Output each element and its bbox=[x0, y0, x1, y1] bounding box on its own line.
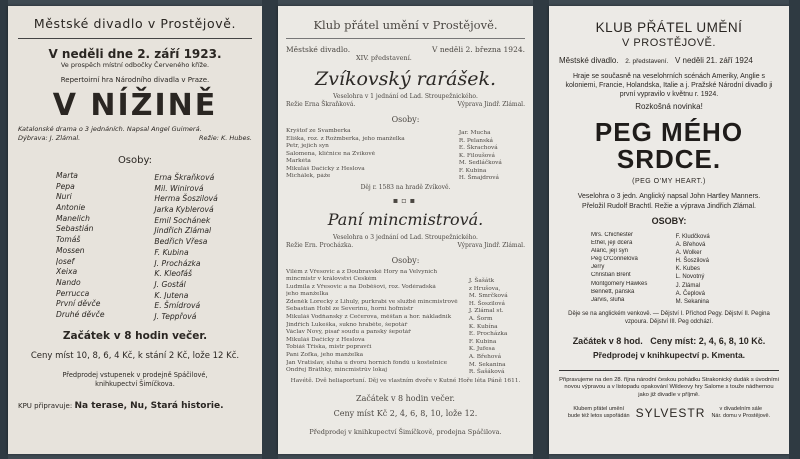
venue: Městské divadlo. bbox=[559, 56, 619, 65]
cast-row bbox=[591, 297, 779, 305]
cast-role: Tomáš bbox=[56, 235, 81, 245]
poster-peg-meho-srdce bbox=[549, 6, 789, 454]
cast-role: Jarvis, sluha bbox=[591, 296, 625, 303]
director-2: Režie Ern. Procházka. bbox=[286, 241, 354, 249]
cast-row bbox=[56, 267, 252, 278]
cast-role: Mikuláš Dačický z Heslova bbox=[286, 336, 365, 343]
cast-row bbox=[286, 367, 525, 375]
right-edge bbox=[789, 0, 800, 459]
benefit-note: Ve prospěch místní odbočky Červeného kříže. bbox=[60, 61, 210, 69]
director-1: Režie Erna Škraňková. bbox=[286, 101, 356, 108]
cast-row bbox=[56, 214, 252, 225]
cast-role: Ondřej Bráthký, mincmistrův lokaj bbox=[286, 367, 388, 374]
performance-date: V neděli 2. března 1924. bbox=[432, 45, 525, 54]
setting-note-2: Havétě. Dvě heliaportuní. Děj ve vlastním dvoře v Kutné Hoře léta Páně 1611. bbox=[290, 377, 521, 384]
repertoire-note: Repertoirní hra Národního divadla v Praze. bbox=[60, 76, 210, 84]
cast-row bbox=[56, 257, 252, 268]
play-title: V NÍŽINĚ bbox=[52, 88, 218, 123]
cast-heading: OSOBY: bbox=[651, 216, 687, 226]
cast-role: Paní Žofka, jeho manželka bbox=[286, 352, 364, 359]
left-edge bbox=[0, 0, 8, 459]
cast-actor: K. Filoušová bbox=[458, 152, 496, 158]
cast-row bbox=[286, 322, 525, 330]
cast-actor: Erna Škraňková bbox=[154, 173, 215, 182]
cast-role: Mikuláš Vodňanský z Čečerova, měšťan a hor. nákladník bbox=[286, 314, 452, 321]
author-1: Veselohra v 1 jednání od Lad. Stroupežnického. bbox=[333, 93, 478, 100]
cast-role: Alaric, její syn bbox=[591, 248, 629, 255]
cast-row bbox=[286, 306, 525, 314]
cast-actor: Jar. Mucha bbox=[458, 130, 491, 136]
ticket-prices: Ceny míst 10, 8, 6, 4 Kč, k stání 2 Kč, lože 12 Kč. bbox=[30, 350, 240, 361]
cast-actor: F. Kubina bbox=[458, 167, 487, 173]
cast-role: Ludmila z Vřesovic a na Doběšovi, roz. Vodéradská bbox=[286, 283, 436, 290]
performance-date: V neděli 21. září 1924 bbox=[674, 56, 753, 65]
cast-role: Salomena, klíčnice na Zvíkově bbox=[286, 150, 376, 157]
cast-row bbox=[56, 278, 252, 289]
cast-row bbox=[591, 232, 779, 240]
cast-actor: A. Čeplová bbox=[675, 290, 706, 297]
cast-role: Markéta bbox=[286, 158, 311, 164]
divider bbox=[18, 38, 252, 39]
cast-role: Ethel, její dcera bbox=[591, 240, 633, 247]
cast-row bbox=[56, 310, 252, 321]
sylvestr-ad bbox=[559, 406, 779, 420]
original-title: (PEG O'MY HEART.) bbox=[632, 178, 706, 185]
poster-header: Klub přátel umění v Prostějově. bbox=[313, 18, 498, 32]
novelty-note: Rozkošná novinka! bbox=[635, 102, 703, 111]
cast-row bbox=[286, 173, 525, 181]
presale-line-1: Předprodej vstupenek v prodejně Spáčilové, bbox=[62, 370, 208, 379]
poster-zvikovsky-rarasek bbox=[278, 6, 533, 454]
cast-row bbox=[286, 299, 525, 307]
design-2: Výprava Jindř. Zlámal. bbox=[457, 241, 525, 249]
cast-role: Kryštof ze Švamberka bbox=[286, 128, 351, 134]
cast-role: Sebastián bbox=[56, 224, 94, 234]
play-title-1: Zvíkovský rarášek. bbox=[314, 68, 497, 90]
cast-row bbox=[286, 158, 525, 166]
cast-role: Zdeněk Lorecký z Lihuly, purkrabí ve službě mincmistrově bbox=[286, 298, 458, 305]
cast-actor: Mil. Winirová bbox=[154, 183, 204, 193]
cast-row bbox=[56, 224, 252, 235]
credits-2 bbox=[286, 242, 525, 250]
performance-number: 2. představení. bbox=[625, 58, 669, 65]
cast-row bbox=[591, 264, 779, 272]
cast-role: Jindřich Lukeška, sukno hraběte, šepotář bbox=[286, 321, 408, 328]
cast-heading: Osoby: bbox=[117, 155, 153, 166]
cast-actor: A. Wolker bbox=[675, 250, 702, 257]
cast-row bbox=[286, 360, 525, 368]
cast-role: Manelich bbox=[56, 213, 90, 223]
cast-role: Eliška, roz. z Rožmberka, jeho manželka bbox=[286, 135, 405, 142]
cast-role: Michálek, páže bbox=[286, 173, 331, 179]
cast-actor: Jarka Kyblerová bbox=[154, 205, 214, 214]
start-time: Začátek v 8 hod. bbox=[572, 335, 643, 346]
ad-title: SYLVESTR bbox=[635, 405, 706, 420]
cast-actor: J. Teppřová bbox=[154, 311, 197, 321]
cast-actor: F. Kludčková bbox=[675, 234, 710, 240]
cast-actor: M. Sedláčková bbox=[458, 160, 502, 166]
cast-row bbox=[286, 276, 525, 284]
cast-actor: F. Kubina bbox=[154, 247, 189, 257]
presale-info: Předprodej v knihkupectví p. Kmenta. bbox=[592, 349, 746, 360]
cast-role: Perrucca bbox=[56, 288, 90, 298]
upcoming-titles: Na terase, Nu, Stará historie. bbox=[74, 400, 224, 411]
cast-row bbox=[56, 289, 252, 300]
cast-role: Jan Vratislav, sluha u dvoru horních fondů u kostelnice bbox=[286, 359, 447, 366]
cast-row bbox=[286, 337, 525, 345]
start-time: Začátek v 8 hodin večer. bbox=[356, 393, 455, 403]
poster-v-nizine bbox=[8, 6, 262, 454]
cast-actor: A. Břehová bbox=[468, 354, 502, 360]
cast-row bbox=[286, 269, 525, 277]
setting-note: Děje se na anglickém venkově. — Dějství I. Příchod Pegy. Dějství II. Pegina vzpoura. Dějství III. Peg odchází. bbox=[568, 310, 770, 325]
section-separator: ▪▫▪ bbox=[392, 195, 419, 205]
performance-date: V neděli dne 2. září 1923. bbox=[48, 47, 222, 61]
cast-role: Tobiáš Třiska, mistr popravčí bbox=[286, 344, 372, 351]
cast-list bbox=[56, 171, 252, 321]
cast-row bbox=[286, 291, 525, 299]
cast-role: Druhé děvče bbox=[56, 309, 105, 319]
gap-2 bbox=[533, 0, 549, 459]
setting-note-1: Děj r. 1583 na hradě Zvíkově. bbox=[360, 183, 451, 191]
cast-row bbox=[56, 171, 252, 182]
upcoming-note: Připravujeme na den 28. října národní českou pohádku Strakonický dudák s úvodními novou výpravou a v listopadu opakování Wildeovy hry Salome s touže nádhernou jako již divadle v příjmě. bbox=[559, 376, 779, 399]
cast-actor: J. Gostál bbox=[154, 279, 186, 289]
poster-header: Městské divadlo v Prostějově. bbox=[33, 16, 237, 31]
cast-row bbox=[591, 256, 779, 264]
cast-row bbox=[286, 128, 525, 136]
cast-role: Josef bbox=[56, 256, 75, 266]
credits bbox=[559, 192, 779, 211]
cast-role: Vilém z Vřesovic a z Doubravské Hory na Velvyních bbox=[286, 268, 438, 275]
cast-role: Antonie bbox=[56, 203, 86, 213]
cast-role: Mossen bbox=[56, 245, 85, 255]
cast-row bbox=[56, 235, 252, 246]
cast-row bbox=[591, 272, 779, 280]
cast-role: Mrs. Chichester bbox=[591, 232, 634, 238]
cast-role: Nando bbox=[56, 277, 81, 287]
cast-row bbox=[286, 143, 525, 151]
cast-row bbox=[591, 281, 779, 289]
presale-info bbox=[18, 371, 252, 389]
cast-actor: K. Jutena bbox=[154, 290, 189, 300]
cast-actor: R. Pelanská bbox=[458, 137, 493, 143]
divider bbox=[286, 38, 525, 39]
director: Režie: K. Hubes. bbox=[199, 134, 252, 142]
ticket-prices: Ceny míst Kč 2, 4, 6, 8, 10, lože 12. bbox=[333, 408, 478, 418]
cast-row bbox=[286, 166, 525, 174]
cast-role: Peg O'Connelová bbox=[591, 256, 638, 263]
gap-1 bbox=[262, 0, 278, 459]
poster-header: KLUB PŘÁTEL UMĚNÍ bbox=[595, 20, 743, 35]
cast-row bbox=[591, 240, 779, 248]
cast-actor: E. Škrachová bbox=[458, 145, 498, 151]
cast-role: Václav Nový, písař soudu a panský šepotář bbox=[286, 329, 411, 336]
cast-row bbox=[56, 182, 252, 193]
cast-row bbox=[286, 314, 525, 322]
intro-text: Hraje se současně na veselohrních scénách Ameriky, Anglie s koloniemi, Francie, Holandska, Italie a j. Pražské Národní divadlo ji první vypravilo v květnu r. 1924. bbox=[565, 73, 773, 98]
cast-role: Bennett, panská bbox=[591, 288, 635, 295]
ad-right-line-2: Nár. domu v Prostějově. bbox=[711, 412, 771, 419]
credits-1 bbox=[286, 101, 525, 109]
play-title bbox=[559, 119, 779, 173]
meta-line bbox=[559, 56, 779, 65]
cast-actor: A. Břehová bbox=[675, 242, 706, 249]
start-time: Začátek v 8 hodin večer. bbox=[62, 329, 208, 342]
start-and-prices bbox=[559, 336, 779, 346]
ad-right bbox=[711, 406, 770, 420]
cast-actor: K. Kubína bbox=[468, 323, 498, 330]
cast-row bbox=[591, 289, 779, 297]
translator: Dýbrava: J. Zlámal. bbox=[18, 134, 81, 142]
cast-actor: M. Sekanina bbox=[675, 298, 710, 305]
cast-actor: F. Kubina bbox=[468, 338, 497, 345]
cast-actor: M. Sekanina bbox=[468, 361, 506, 368]
cast-row bbox=[286, 352, 525, 360]
cast-actor: z Hrušova, bbox=[468, 285, 501, 292]
cast-role: Pepa bbox=[56, 181, 75, 191]
ad-left bbox=[568, 406, 630, 420]
cast-row bbox=[56, 203, 252, 214]
ticket-prices: Ceny míst: 2, 4, 6, 8, 10 Kč. bbox=[650, 335, 766, 346]
play-title-2: Paní mincmistrová. bbox=[327, 209, 484, 229]
cast-row bbox=[286, 329, 525, 337]
cast-actor: A. Šorm bbox=[468, 316, 493, 322]
cast-actor: J. Šašátk bbox=[468, 278, 495, 284]
cast-role: Sebastian Hobl ze Severinu, horní hofmistr bbox=[286, 306, 414, 313]
cast-role: Montgomery Hawkes bbox=[591, 280, 648, 287]
cast-list-2 bbox=[286, 269, 525, 375]
cast-actor: M. Smrčková bbox=[468, 293, 508, 299]
cast-actor: E. Procházka bbox=[468, 331, 508, 337]
cast-heading-1: Osoby: bbox=[391, 115, 420, 124]
upcoming bbox=[18, 401, 252, 411]
credit-line-1: Veselohra o 3 jedn. Anglický napsal John Hartley Manners. bbox=[577, 193, 761, 200]
cast-role: mincmistr v království Českém bbox=[286, 276, 377, 283]
play-title-line-1: PEG MÉHO bbox=[594, 117, 744, 147]
cast-actor: J. Zlámal st. bbox=[468, 308, 504, 315]
cast-role: Jerry bbox=[591, 264, 605, 271]
ad-left-line-2: bude též letos uspořádán bbox=[567, 412, 630, 419]
cast-row bbox=[286, 344, 525, 352]
cast-row bbox=[56, 299, 252, 310]
poster-subheader: V PROSTĚJOVĚ. bbox=[622, 37, 716, 49]
cast-actor: J. Procházka bbox=[154, 258, 201, 268]
cast-list bbox=[591, 232, 779, 305]
cast-actor: K. Kubes bbox=[675, 266, 701, 273]
cast-row bbox=[286, 136, 525, 144]
presale-line-2: knihkupectví Šimíčkova. bbox=[95, 379, 175, 388]
ad-left-line-1: Klubem přátel umění bbox=[573, 405, 625, 412]
meta-line bbox=[286, 45, 525, 54]
cast-actor: H. Šoszilová bbox=[468, 300, 506, 307]
cast-role: Marta bbox=[56, 171, 78, 180]
cast-role: jeho manželka bbox=[286, 291, 329, 298]
cast-role: Xeixa bbox=[56, 267, 78, 277]
cast-row bbox=[56, 192, 252, 203]
cast-actor: Jindřich Zlámal bbox=[154, 226, 212, 236]
cast-role: Mikuláš Dačický z Heslova bbox=[286, 165, 365, 172]
cast-list-1 bbox=[286, 128, 525, 181]
cast-actor: L. Novotný bbox=[675, 274, 705, 281]
cast-actor: R. Šašáková bbox=[468, 369, 505, 375]
cast-row bbox=[286, 284, 525, 292]
cast-role: Petr, jejich syn bbox=[286, 143, 329, 149]
cast-row bbox=[286, 151, 525, 159]
divider bbox=[559, 370, 779, 371]
credit-line-2: Přeložil Rudolf Brachtl. Režie a výprava Jindřich Zlámal. bbox=[582, 202, 756, 210]
cast-heading-2: Osoby: bbox=[391, 255, 420, 265]
cast-actor: Emil Sochánek bbox=[154, 215, 211, 225]
cast-actor: K. Jufesa bbox=[468, 346, 495, 353]
credits-line bbox=[18, 134, 252, 143]
cast-actor: E. Šmídrová bbox=[154, 301, 201, 310]
design-1: Výprava Jindř. Zlámal. bbox=[457, 101, 525, 108]
venue: Městské divadlo. bbox=[286, 45, 351, 54]
play-title-line-2: SRDCE. bbox=[616, 144, 722, 174]
ad-right-line-1: v divadelním sále bbox=[719, 405, 763, 412]
cast-role: První děvče bbox=[56, 299, 101, 309]
genre-line: Katalonské drama o 3 jednáních. Napsal Angel Guimerá. bbox=[18, 125, 202, 133]
cast-role: Nuri bbox=[56, 192, 72, 202]
presale-info: Předprodej v knihkupectví Šimíčkově, prodejna Spáčilova. bbox=[309, 427, 502, 436]
upcoming-label: KPU připravuje: bbox=[18, 401, 73, 410]
performance-number: XIV. představení. bbox=[356, 54, 412, 62]
author-2: Veselohra o 3 jednání od Lad. Stroupežnického. bbox=[333, 233, 478, 241]
cast-row bbox=[591, 248, 779, 256]
cast-actor: J. Zlámal bbox=[675, 282, 701, 289]
cast-actor: H. Šmajdrová bbox=[458, 175, 500, 181]
cast-actor: K. Kleofáš bbox=[154, 269, 192, 278]
cast-actor: Herma Šoszilová bbox=[154, 194, 218, 204]
cast-actor: Bedřich Vřesa bbox=[154, 237, 208, 246]
cast-row bbox=[56, 246, 252, 257]
cast-actor: H. Šoszilová bbox=[675, 258, 710, 265]
cast-role: Christian Brent bbox=[591, 272, 631, 279]
